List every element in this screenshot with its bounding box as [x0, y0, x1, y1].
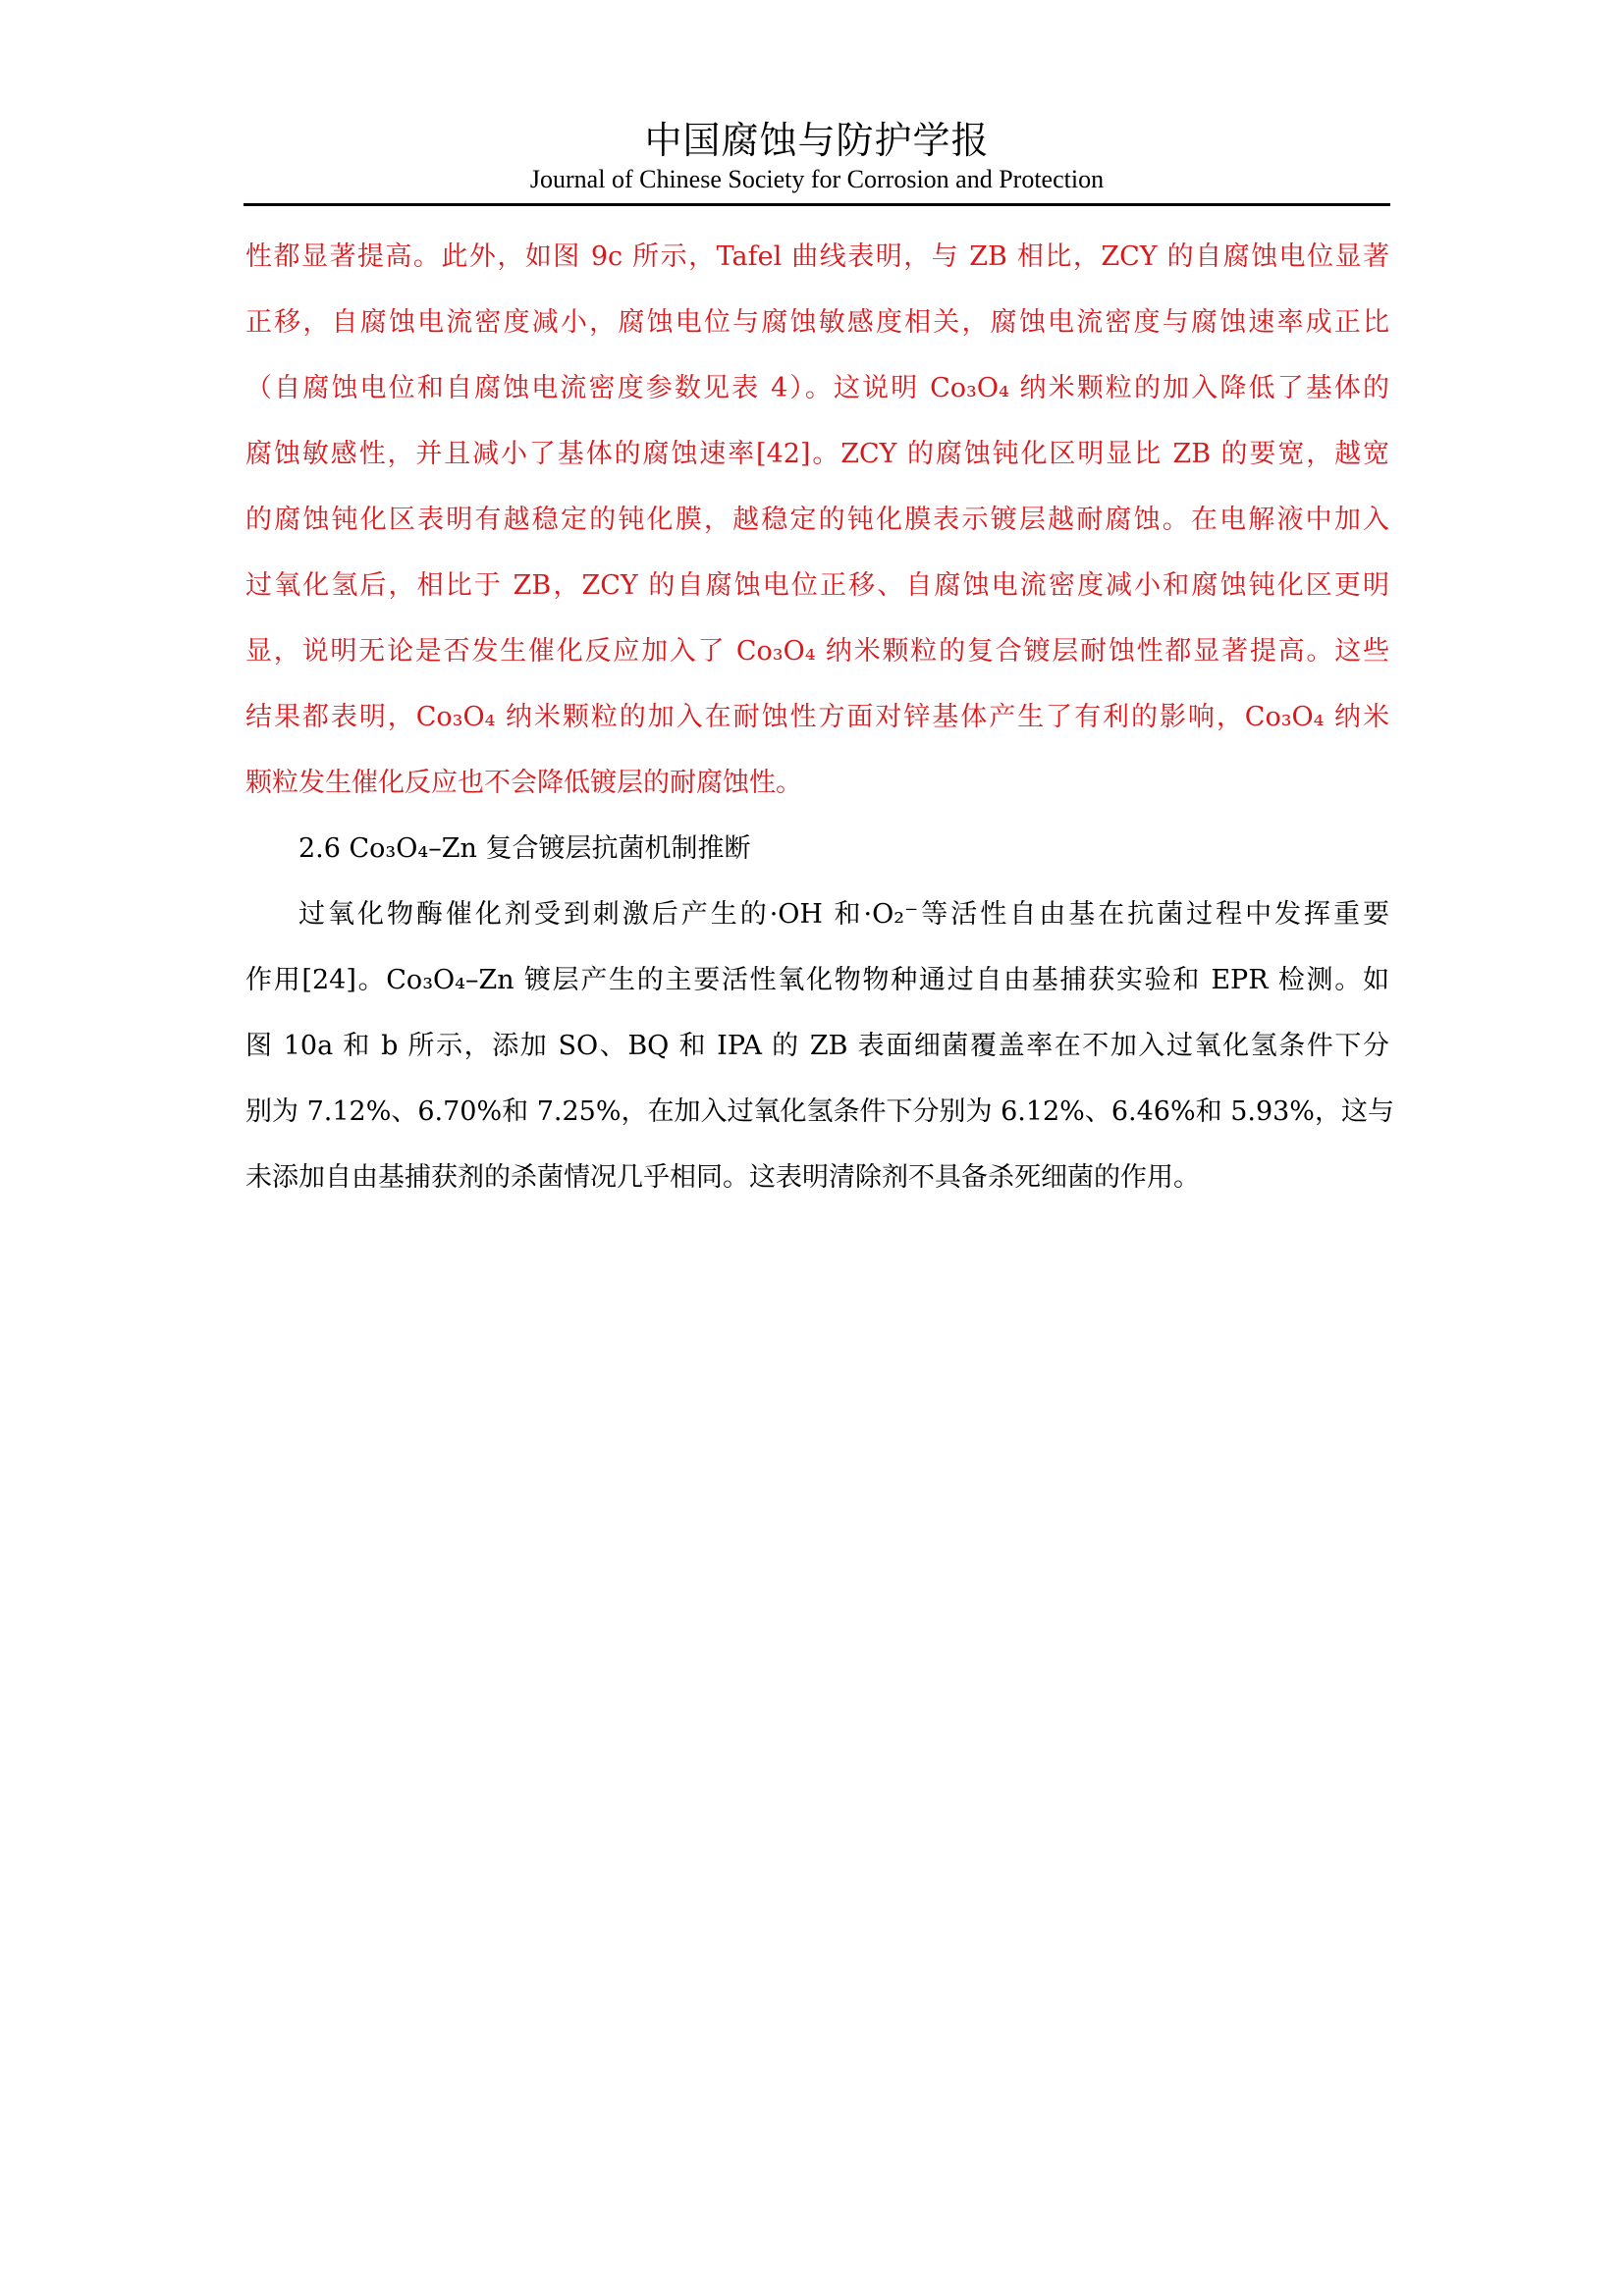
page-header — [244, 116, 1390, 194]
paragraph-line: 作用[24]。Co₃O₄–Zn 镀层产生的主要活性氧化物物种通过自由基捕获实验和 EPR 检测。如 — [245, 965, 1389, 995]
section-heading: 2.6 Co₃O₄–Zn 复合镀层抗菌机制推断 — [298, 833, 751, 864]
paragraph-line: 别为 7.12%、6.70%和 7.25%，在加入过氧化氢条件下分别为 6.12%、6.46%和 5.93%，这与 — [245, 1096, 1394, 1127]
paragraph-line: 正移，自腐蚀电流密度减小，腐蚀电位与腐蚀敏感度相关，腐蚀电流密度与腐蚀速率成正比 — [245, 307, 1389, 338]
paragraph-line: 腐蚀敏感性，并且减小了基体的腐蚀速率[42]。ZCY 的腐蚀钝化区明显比 ZB 的要宽，越宽 — [245, 439, 1389, 469]
paragraph-line: 的腐蚀钝化区表明有越稳定的钝化膜，越稳定的钝化膜表示镀层越耐腐蚀。在电解液中加入 — [245, 505, 1389, 535]
highlighted-revision-paragraph — [245, 224, 1389, 816]
paragraph-line: 图 10a 和 b 所示，添加 SO、BQ 和 IPA 的 ZB 表面细菌覆盖率在不加入过氧化氢条件下分 — [245, 1031, 1389, 1061]
paragraph-line: 过氧化物酶催化剂受到刺激后产生的·OH 和·O₂⁻等活性自由基在抗菌过程中发挥重要 — [298, 899, 1389, 930]
paragraph-line: 过氧化氢后，相比于 ZB，ZCY 的自腐蚀电位正移、自腐蚀电流密度减小和腐蚀钝化区更明 — [245, 570, 1389, 601]
journal-title-chinese: 中国腐蚀与防护学报 — [644, 119, 990, 162]
paragraph-line: 颗粒发生催化反应也不会降低镀层的耐腐蚀性。 — [245, 768, 802, 798]
header-divider — [244, 203, 1390, 206]
paragraph-line: 显，说明无论是否发生催化反应加入了 Co₃O₄ 纳米颗粒的复合镀层耐蚀性都显著提高。这些 — [245, 636, 1389, 667]
paragraph-line: 性都显著提高。此外，如图 9c 所示，Tafel 曲线表明，与 ZB 相比，ZCY 的自腐蚀电位显著 — [245, 241, 1389, 272]
paragraph-line: 结果都表明，Co₃O₄ 纳米颗粒的加入在耐蚀性方面对锌基体产生了有利的影响，Co₃O₄ 纳米 — [245, 702, 1389, 732]
paragraph-line: （自腐蚀电位和自腐蚀电流密度参数见表 4）。这说明 Co₃O₄ 纳米颗粒的加入降低了基体的 — [245, 373, 1389, 403]
page-body — [245, 224, 1394, 1210]
journal-title-english: Journal of Chinese Society for Corrosion and Protection — [529, 165, 1105, 193]
paragraph-line: 未添加自由基捕获剂的杀菌情况几乎相同。这表明清除剂不具备杀死细菌的作用。 — [245, 1162, 1200, 1193]
body-paragraph — [245, 881, 1394, 1210]
